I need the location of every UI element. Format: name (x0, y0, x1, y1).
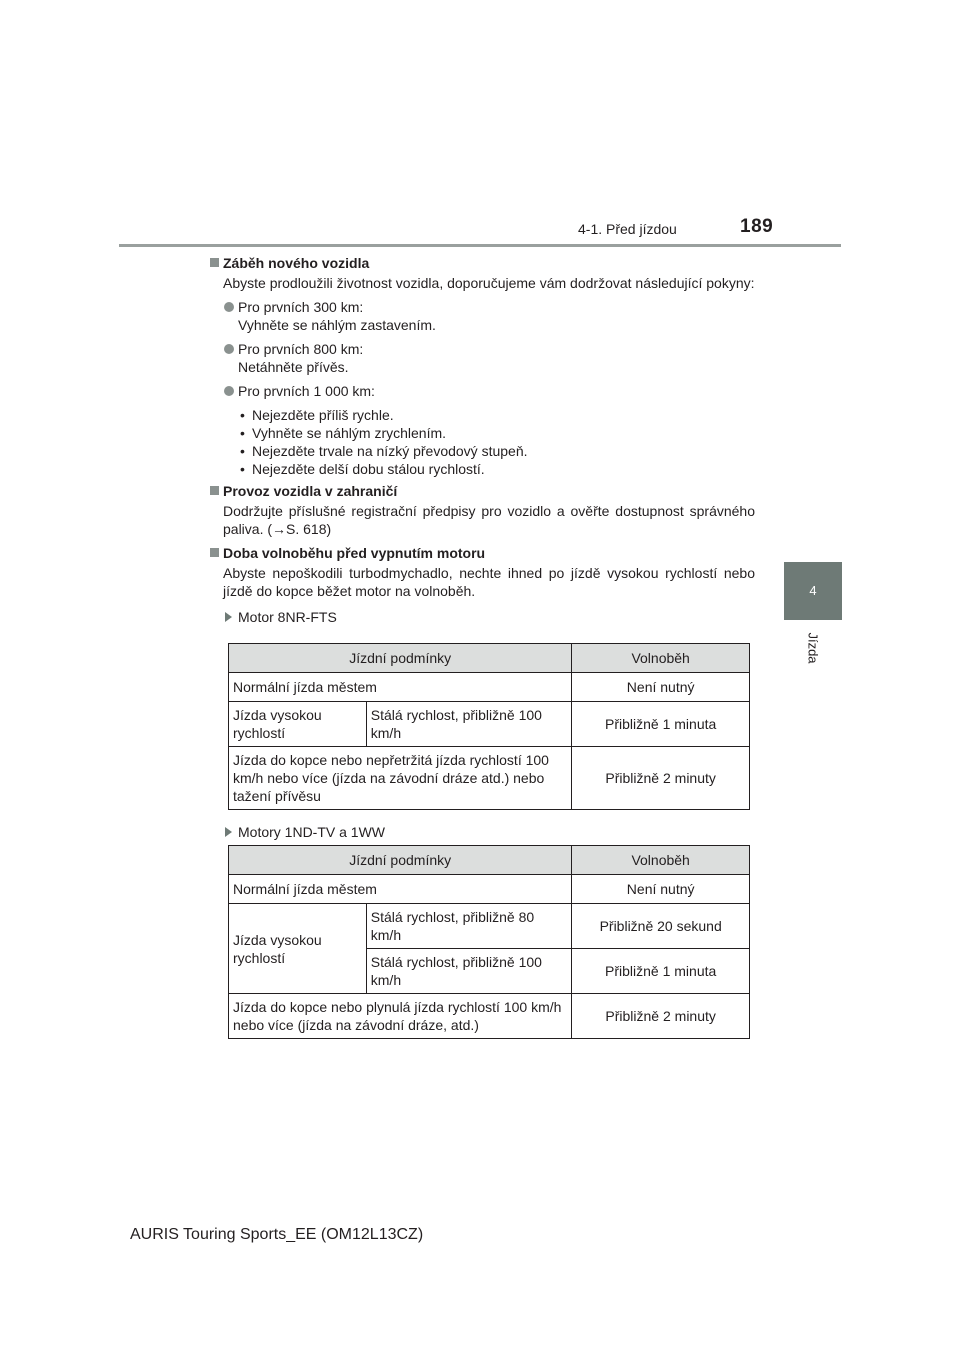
engine-name: Motor 8NR-FTS (238, 609, 337, 625)
table-cell: Přibližně 20 sekund (572, 904, 750, 949)
paragraph: Dodržujte příslušné registrační předpisy pro vozidlo a ověřte dostupnost správného paliva. (→S. 618) (223, 503, 755, 537)
column-header: Volnoběh (572, 846, 750, 875)
chapter-label-text: Jízda (805, 632, 821, 664)
page-content (210, 254, 755, 626)
table-cell: Jízda vysokou rychlostí (229, 904, 367, 994)
header-rule (119, 244, 841, 247)
table-cell: Přibližně 2 minuty (572, 747, 750, 810)
section-title: Záběh nového vozidla (223, 255, 370, 271)
round-bullet-icon (224, 386, 234, 396)
section-title: Provoz vozidla v zahraničí (223, 483, 398, 499)
idle-table-1nd-tv-1ww (228, 845, 750, 1039)
table-cell: Jízda do kopce nebo plynulá jízda rychlostí 100 km/h nebo více (jízda na závodní dráze, atd.) (229, 994, 572, 1039)
table-cell: Stálá rychlost, přibližně 80 km/h (366, 904, 572, 949)
bullet-line: Vyhněte se náhlým zastavením. (238, 317, 436, 333)
list-item (210, 382, 755, 400)
sub-list (210, 406, 755, 478)
table-cell: Jízda vysokou rychlostí (229, 702, 367, 747)
bullet-line: Pro prvních 1 000 km: (238, 383, 375, 399)
table-cell: Stálá rychlost, přibližně 100 km/h (366, 702, 572, 747)
section-title: Doba volnoběhu před vypnutím motoru (223, 545, 486, 561)
bullet-line: Pro prvních 300 km: (238, 299, 364, 315)
triangle-arrow-icon (225, 827, 232, 837)
square-bullet-icon (210, 548, 219, 557)
table-cell: Není nutný (572, 875, 750, 904)
round-bullet-icon (224, 344, 234, 354)
engine-name: Motory 1ND-TV a 1WW (238, 824, 386, 840)
engine-label (210, 608, 755, 626)
table-cell: Normální jízda městem (229, 875, 572, 904)
table-cell: Normální jízda městem (229, 673, 572, 702)
column-header: Volnoběh (572, 644, 750, 673)
page-number: 189 (740, 216, 774, 237)
paragraph: Abyste nepoškodili turbodmychadlo, nechte ihned po jízdě vysokou rychlostí nebo jízdě do kopce běžet motor na volnoběh. (223, 565, 755, 599)
triangle-arrow-icon (225, 612, 232, 622)
column-header: Jízdní podmínky (229, 644, 572, 673)
sub-list-item: • Vyhněte se náhlým zrychlením. (238, 424, 755, 442)
engine-label (210, 823, 385, 841)
table-cell: Není nutný (572, 673, 750, 702)
footer-text: AURIS Touring Sports_EE (OM12L13CZ) (130, 1226, 424, 1243)
section-heading (210, 482, 755, 500)
table-cell: Přibližně 1 minuta (572, 702, 750, 747)
table-cell: Stálá rychlost, přibližně 100 km/h (366, 949, 572, 994)
bullet-line: Netáhněte přívěs. (238, 359, 349, 375)
paragraph: Abyste prodloužili životnost vozidla, doporučujeme vám dodržovat následující pokyny: (223, 275, 755, 291)
section-heading (210, 254, 755, 272)
chapter-tab: 4 (784, 562, 842, 620)
column-header: Jízdní podmínky (229, 846, 572, 875)
square-bullet-icon (210, 258, 219, 267)
round-bullet-icon (224, 302, 234, 312)
square-bullet-icon (210, 486, 219, 495)
list-item (210, 298, 755, 334)
sub-list-item: • Nejezděte trvale na nízký převodový stupeň. (238, 442, 755, 460)
header-section: 4-1. Před jízdou (578, 221, 677, 237)
table-cell: Jízda do kopce nebo nepřetržitá jízda rychlostí 100 km/h nebo více (jízda na závodní dráze atd.) nebo tažení přívěsu (229, 747, 572, 810)
sub-list-item: • Nejezděte příliš rychle. (238, 406, 755, 424)
idle-table-8nr-fts (228, 643, 750, 810)
bullet-line: Pro prvních 800 km: (238, 341, 364, 357)
section-heading (210, 544, 755, 562)
table-cell: Přibližně 2 minuty (572, 994, 750, 1039)
table-cell: Přibližně 1 minuta (572, 949, 750, 994)
sub-list-item: • Nejezděte delší dobu stálou rychlostí. (238, 460, 755, 478)
list-item (210, 340, 755, 376)
chapter-label (803, 628, 823, 668)
